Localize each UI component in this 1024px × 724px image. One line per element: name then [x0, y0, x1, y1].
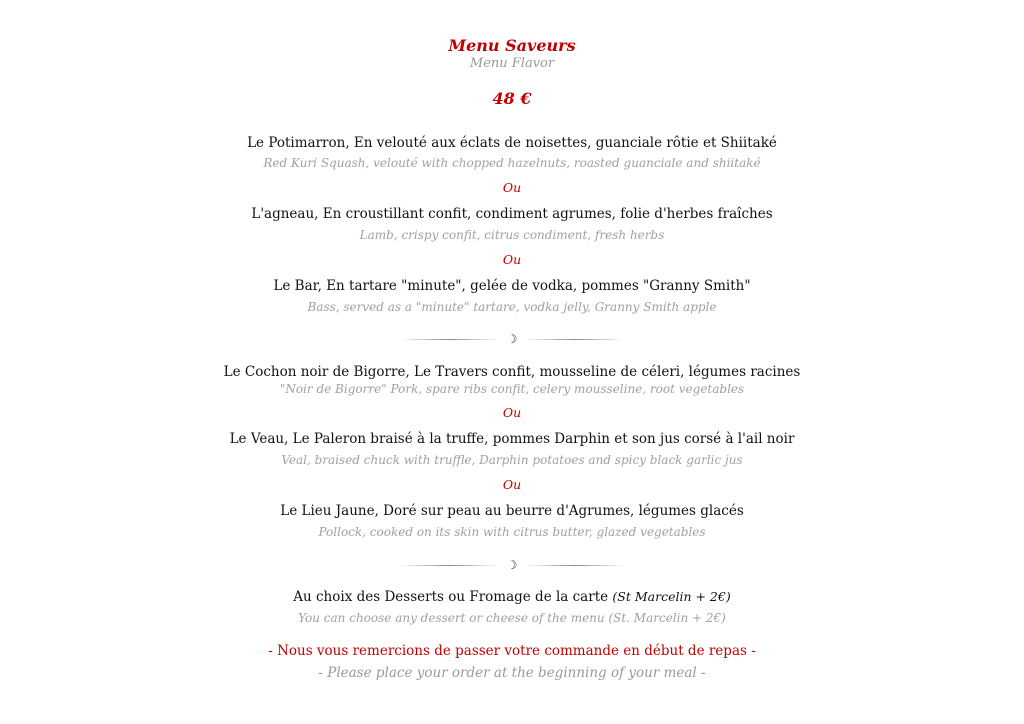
starter-2-fr: L'agneau, En croustillant confit, condiment agrumes, folie d'herbes fraîches — [251, 206, 773, 222]
order-notice-fr: - Nous vous remercions de passer votre commande en début de repas - — [268, 643, 756, 659]
main-1-en: "Noir de Bigorre" Pork, spare ribs confit, celery mousseline, root vegetables — [279, 382, 745, 396]
or-separator: Ou — [502, 405, 522, 420]
menu-title: Menu Saveurs — [448, 36, 576, 55]
dessert-fr — [0, 587, 1024, 607]
section-divider — [400, 332, 624, 346]
or-separator: Ou — [502, 252, 522, 267]
divider-line — [525, 339, 624, 340]
or-separator: Ou — [502, 180, 522, 195]
starter-2-en: Lamb, crispy confit, citrus condiment, fresh herbs — [359, 228, 665, 242]
divider-line — [400, 565, 499, 566]
starter-1-en: Red Kuri Squash, velouté with chopped hazelnuts, roasted guanciale and shiitaké — [263, 156, 761, 170]
divider-line — [400, 339, 499, 340]
crescent-ornament-icon: ☽ — [506, 558, 518, 572]
starter-1-fr: Le Potimarron, En velouté aux éclats de noisettes, guanciale rôtie et Shiitaké — [247, 135, 777, 151]
main-2-en: Veal, braised chuck with truffle, Darphin potatoes and spicy black garlic jus — [281, 453, 743, 467]
main-2-fr: Le Veau, Le Paleron braisé à la truffe, pommes Darphin et son jus corsé à l'ail noir — [229, 431, 795, 447]
section-divider — [400, 558, 624, 572]
or-separator: Ou — [502, 477, 522, 492]
crescent-ornament-icon: ☽ — [506, 332, 518, 346]
main-3-en: Pollock, cooked on its skin with citrus butter, glazed vegetables — [318, 525, 706, 539]
main-1-fr: Le Cochon noir de Bigorre, Le Travers confit, mousseline de céleri, légumes racines — [223, 364, 801, 380]
dessert-fr-extra: (St Marcelin + 2€) — [612, 589, 731, 604]
dessert-fr-text: Au choix des Desserts ou Fromage de la carte — [293, 589, 609, 605]
menu-subtitle: Menu Flavor — [469, 56, 555, 71]
menu-price: 48 € — [492, 89, 532, 108]
dessert-en: You can choose any dessert or cheese of the menu (St. Marcelin + 2€) — [298, 611, 726, 625]
divider-line — [525, 565, 624, 566]
main-3-fr: Le Lieu Jaune, Doré sur peau au beurre d'Agrumes, légumes glacés — [280, 503, 744, 519]
order-notice-en: - Please place your order at the beginning of your meal - — [318, 665, 706, 681]
starter-3-fr: Le Bar, En tartare "minute", gelée de vodka, pommes "Granny Smith" — [273, 278, 751, 294]
starter-3-en: Bass, served as a "minute" tartare, vodka jelly, Granny Smith apple — [307, 300, 717, 314]
